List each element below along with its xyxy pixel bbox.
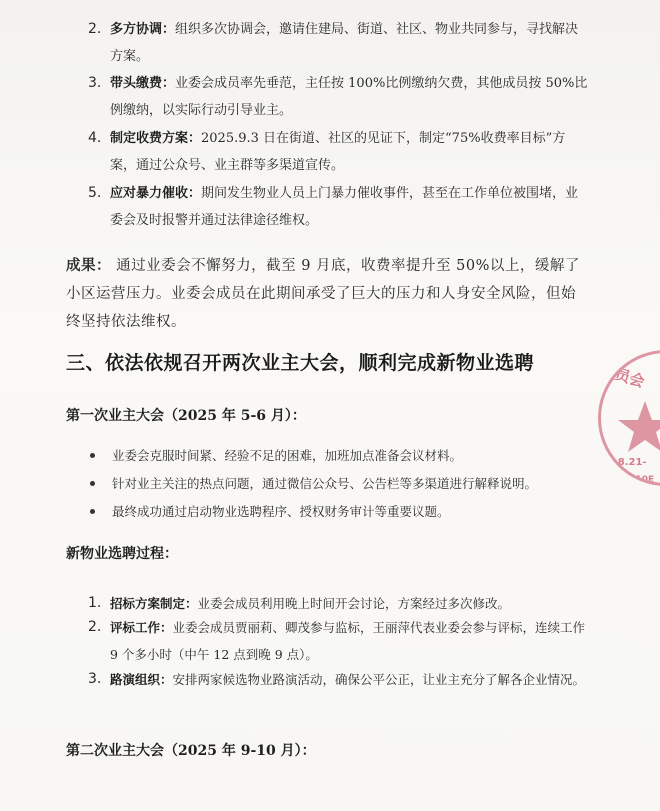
list-number: 3.	[88, 75, 102, 91]
list-label: 制定收费方案：	[110, 131, 202, 146]
list-label: 多方协调：	[110, 22, 176, 37]
bullet-item	[90, 473, 560, 495]
bullet-item	[90, 501, 560, 523]
list-item-2	[88, 16, 588, 70]
section-heading: 三、依法依规召开两次业主大会，顺利完成新物业选聘	[66, 352, 535, 374]
stamp-star-icon	[615, 397, 660, 457]
list-label: 招标方案制定：	[110, 596, 198, 611]
result-text: 通过业委会不懈努力，截至 9 月底，收费率提升至 50%以上，缓解了小区运营压力。业委会成员在此期间承受了巨大的压力和人身安全风险，但始终坚持依法维权。	[66, 258, 580, 330]
list-label: 带头缴费：	[110, 76, 176, 91]
list-body	[110, 70, 588, 124]
list-number: 2.	[88, 21, 102, 37]
list-body	[110, 125, 588, 179]
list-number: 5.	[88, 185, 102, 201]
list-item-3	[88, 70, 588, 124]
bullet-dot	[90, 453, 95, 458]
process-item-3	[88, 666, 588, 693]
list-text: 业委会成员贾丽莉、卿茂参与监标，王丽萍代表业委会参与评标，连续工作 9 个多小时（中午 12 点到晚 9 点）。	[110, 620, 586, 662]
result-label: 成果：	[66, 257, 111, 274]
list-text: 组织多次协调会，邀请住建局、街道、社区、物业共同参与，寻找解决方案。	[110, 22, 579, 64]
list-number: 4.	[88, 130, 102, 146]
meeting2-title: 第二次业主大会（2025 年 9-10 月）：	[66, 743, 316, 759]
process-item-1	[88, 590, 588, 617]
list-body	[110, 666, 588, 693]
list-item-4	[88, 125, 588, 179]
process-title: 新物业选聘过程：	[66, 546, 178, 562]
bullet-text: 业委会克服时间紧、经验不足的困难，加班加点准备会议材料。	[112, 448, 463, 463]
stamp-top-text: 员会	[612, 364, 647, 392]
official-stamp	[598, 350, 660, 486]
list-number: 1.	[88, 595, 102, 611]
stamp-number-text: 1010E	[623, 475, 655, 485]
bullet-text: 针对业主关注的热点问题，通过微信公众号、公告栏等多渠道进行解释说明。	[112, 476, 538, 491]
stamp-date-text: 2.8.21-	[607, 457, 647, 468]
process-item-2	[88, 614, 588, 668]
bullet-dot	[90, 509, 95, 514]
list-text: 业委会成员率先垂范，主任按 100%比例缴纳欠费，其他成员按 50%比例缴纳，以实际行动引导业主。	[110, 76, 588, 118]
result-paragraph	[66, 252, 586, 336]
list-item-5	[88, 180, 588, 234]
list-body	[110, 16, 588, 70]
list-number: 3.	[88, 671, 102, 687]
list-body	[110, 590, 588, 617]
bullet-dot	[90, 481, 95, 486]
list-label: 路演组织：	[110, 672, 173, 687]
list-body	[110, 614, 588, 668]
list-text: 期间发生物业人员上门暴力催收事件，甚至在工作单位被围堵，业委会及时报警并通过法律途径维权。	[110, 186, 579, 228]
meeting1-title: 第一次业主大会（2025 年 5-6 月）：	[66, 408, 306, 424]
bullet-item	[90, 445, 560, 467]
list-number: 2.	[88, 619, 102, 635]
list-text: 安排两家候选物业路演活动，确保公平公正，让业主充分了解各企业情况。	[172, 672, 586, 687]
list-label: 应对暴力催收：	[110, 186, 202, 201]
bullet-text: 最终成功通过启动物业选聘程序、授权财务审计等重要议题。	[112, 504, 450, 519]
list-body	[110, 180, 588, 234]
list-label: 评标工作：	[110, 620, 173, 635]
list-text: 业委会成员利用晚上时间开会讨论，方案经过多次修改。	[197, 596, 511, 611]
list-text: 2025.9.3 日在街道、社区的见证下，制定“75%收费率目标”方案，通过公众号、业主群等多渠道宣传。	[110, 131, 566, 173]
